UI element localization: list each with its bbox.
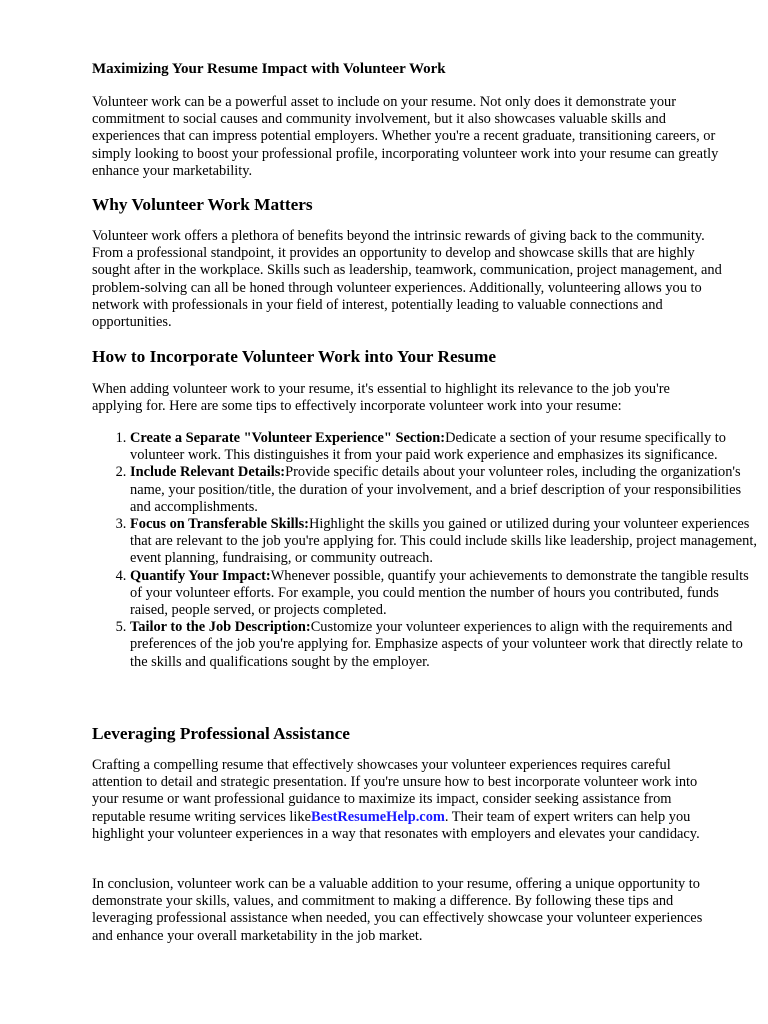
list-item [130,430,760,464]
conclusion-paragraph: In conclusion, volunteer work can be a valuable addition to your resume, offering a unique opportunity to demonstrate your skills, values, and commitment to making a difference. By following these tips and leveraging professional assistance when needed, you can effectively showcase your volunteer experiences and enhance your overall marketability in the job market. [92,876,703,944]
list-item-text: Customize your volunteer experiences to align with the requirements and preferences of the job you're applying for. Emphasize aspects of your volunteer work that directly relate to the skills and qualifications sought by the employer. [130,619,743,670]
list-item-lead: Quantify Your Impact: [130,567,271,584]
list-item-lead: Include Relevant Details: [130,464,286,481]
list-item-text: Highlight the skills you gained or utilized during your volunteer experiences that are relevant to the job you're applying for. This could include skills like leadership, project management, event planning, fundraising, or community outreach. [130,516,757,567]
professional-assistance-paragraph [92,757,722,843]
section-heading-why-volunteer: Why Volunteer Work Matters [92,195,313,214]
list-item-text: Dedicate a section of your resume specifically to volunteer work. This distinguishes it from your paid work experience and emphasizes its significance. [130,430,726,464]
list-item [130,568,760,620]
list-item-lead: Focus on Transferable Skills: [130,516,309,533]
list-item-lead: Create a Separate "Volunteer Experience" Section: [130,430,446,446]
list-item-lead: Tailor to the Job Description: [130,619,311,636]
list-item [130,619,760,671]
list-item [130,516,760,568]
paragraph-text: . Their team of expert writers can help you highlight your volunteer experiences in a way that resonates with employers and elevates your candidacy. [92,808,700,842]
paragraph-text: Crafting a compelling resume that effectively showcases your volunteer experiences requires careful attention to detail and strategic presentation. If you're unsure how to best incorporate volunteer work into your resume or want professional guidance to maximize its impact, consider seeking assistance from reputable resume writing services like [92,757,698,825]
section-heading-professional-assistance: Leveraging Professional Assistance [92,724,350,743]
best-resume-help-link[interactable]: BestResumeHelp.com [310,808,445,825]
document-title: Maximizing Your Resume Impact with Volunteer Work [92,61,446,77]
list-item-text: Whenever possible, quantify your achievements to demonstrate the tangible results of your volunteer efforts. For example, you could mention the number of hours you contributed, funds raised, people served, or projects completed. [130,567,749,619]
why-volunteer-paragraph: Volunteer work offers a plethora of benefits beyond the intrinsic rewards of giving back to the community. From a professional standpoint, it provides an opportunity to develop and showcase skills that are highly sought after in the workplace. Skills such as leadership, teamwork, communication, project management, and problem-solving can all be honed through volunteer experiences. Additionally, volunteering allows you to network with professionals in your field of interest, potentially leading to valuable connections and opportunities. [92,228,722,331]
how-to-incorporate-paragraph: When adding volunteer work to your resume, it's essential to highlight its relevance to the job you're applying for. Here are some tips to effectively incorporate volunteer work into your resume: [92,381,670,415]
list-item [130,464,760,516]
tips-list [92,430,760,671]
list-item-text: Provide specific details about your volunteer roles, including the organization's name, your position/title, the duration of your involvement, and a brief description of your responsibilities and accomplishments. [130,464,742,515]
section-heading-how-to-incorporate: How to Incorporate Volunteer Work into Your Resume [92,347,497,366]
intro-paragraph: Volunteer work can be a powerful asset to include on your resume. Not only does it demonstrate your commitment to social causes and community involvement, but it also showcases valuable skills and experiences that can impress potential employers. Whether you're a recent graduate, transitioning careers, or simply looking to boost your professional profile, incorporating volunteer work into your resume can greatly enhance your marketability. [92,94,719,179]
